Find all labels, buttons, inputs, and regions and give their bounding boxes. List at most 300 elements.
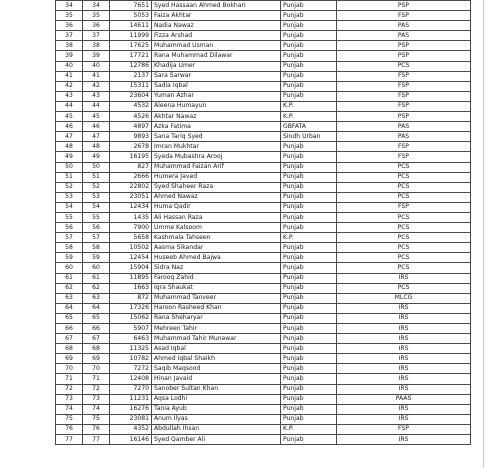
serial-number-cell: 68 [56,344,83,354]
roll-number-cell: 16276 [110,404,152,414]
candidate-name-cell: Humera Javed [152,172,281,182]
allocated-group-cell: FSP [337,81,471,91]
allocated-group-cell: PCS [337,212,471,222]
serial-number-cell: 36 [56,21,83,31]
roll-number-cell: 16146 [110,435,152,445]
candidate-name-cell: Muhammad Usman [152,41,281,51]
candidate-name-cell: Aleena Humayun [152,101,281,111]
serial-number-cell: 66 [56,324,83,334]
serial-number-cell: 42 [56,81,83,91]
merit-number-cell: 76 [83,424,110,434]
allocated-group-cell: IRS [337,404,471,414]
roll-number-cell: 4526 [110,112,152,122]
domicile-cell: Punjab [281,223,337,233]
candidate-name-cell: Sanober Sultan Khan [152,384,281,394]
merit-number-cell: 65 [83,313,110,323]
candidate-name-cell: Ahmed Nawaz [152,192,281,202]
domicile-cell: Punjab [281,212,337,222]
roll-number-cell: 11325 [110,344,152,354]
allocated-group-cell: PCS [337,182,471,192]
merit-number-cell: 54 [83,202,110,212]
merit-number-cell: 59 [83,253,110,263]
serial-number-cell: 51 [56,172,83,182]
merit-number-cell: 38 [83,41,110,51]
table-row [56,81,471,91]
table-row [56,354,471,364]
domicile-cell: Punjab [281,172,337,182]
merit-number-cell: 35 [83,11,110,21]
domicile-cell: Punjab [281,334,337,344]
domicile-cell: Punjab [281,182,337,192]
allocated-group-cell: IRS [337,384,471,394]
serial-number-cell: 67 [56,334,83,344]
serial-number-cell: 54 [56,202,83,212]
roll-number-cell: 872 [110,293,152,303]
roll-number-cell: 23081 [110,414,152,424]
roll-number-cell: 2678 [110,142,152,152]
candidate-name-cell: Syeda Mubashra Arooj [152,152,281,162]
table-row [56,404,471,414]
serial-number-cell: 72 [56,384,83,394]
serial-number-cell: 43 [56,91,83,101]
roll-number-cell: 23604 [110,91,152,101]
allocated-group-cell: PCS [337,192,471,202]
merit-number-cell: 47 [83,132,110,142]
table-row [56,142,471,152]
merit-number-cell: 56 [83,223,110,233]
domicile-cell: Punjab [281,142,337,152]
allocated-group-cell: IRS [337,435,471,445]
table-row [56,212,471,222]
roll-number-cell: 10502 [110,243,152,253]
serial-number-cell: 41 [56,71,83,81]
domicile-cell: Punjab [281,31,337,41]
merit-number-cell: 70 [83,364,110,374]
roll-number-cell: 5053 [110,11,152,21]
domicile-cell: K.P. [281,112,337,122]
table-row [56,374,471,384]
allocated-group-cell: IRS [337,364,471,374]
candidate-name-cell: Haroon Rasheed Khan [152,303,281,313]
domicile-cell: Punjab [281,1,337,11]
domicile-cell: Punjab [281,41,337,51]
table-row [56,41,471,51]
allocated-group-cell: IRS [337,414,471,424]
allocated-group-cell: PSP [337,112,471,122]
allocated-group-cell: PCS [337,263,471,273]
domicile-cell: K.P. [281,101,337,111]
domicile-cell: K.P. [281,424,337,434]
table-row [56,71,471,81]
merit-number-cell: 36 [83,21,110,31]
table-row [56,334,471,344]
table-row [56,61,471,71]
allocated-group-cell: PCS [337,233,471,243]
domicile-cell: Punjab [281,324,337,334]
candidate-name-cell: Rana Sheharyar [152,313,281,323]
roll-number-cell: 6463 [110,334,152,344]
merit-list-table [55,0,471,445]
allocated-group-cell: FSP [337,71,471,81]
merit-number-cell: 57 [83,233,110,243]
allocated-group-cell: IRS [337,273,471,283]
table-row [56,223,471,233]
table-row [56,112,471,122]
candidate-name-cell: Hinan Javaid [152,374,281,384]
serial-number-cell: 34 [56,1,83,11]
domicile-cell: Punjab [281,354,337,364]
merit-number-cell: 49 [83,152,110,162]
table-row [56,202,471,212]
candidate-name-cell: Saqib Maqsood [152,364,281,374]
serial-number-cell: 61 [56,273,83,283]
merit-number-cell: 60 [83,263,110,273]
candidate-name-cell: Asad Iqbal [152,344,281,354]
table-row [56,243,471,253]
table-row [56,182,471,192]
roll-number-cell: 5658 [110,233,152,243]
merit-number-cell: 53 [83,192,110,202]
serial-number-cell: 77 [56,435,83,445]
serial-number-cell: 57 [56,233,83,243]
serial-number-cell: 75 [56,414,83,424]
domicile-cell: Punjab [281,273,337,283]
table-row [56,233,471,243]
domicile-cell: Punjab [281,384,337,394]
table-row [56,172,471,182]
merit-number-cell: 41 [83,71,110,81]
roll-number-cell: 1663 [110,283,152,293]
domicile-cell: Punjab [281,404,337,414]
serial-number-cell: 35 [56,11,83,21]
table-row [56,394,471,404]
candidate-name-cell: Fizza Arshad [152,31,281,41]
serial-number-cell: 58 [56,243,83,253]
roll-number-cell: 17625 [110,41,152,51]
candidate-name-cell: Sidra Naz [152,263,281,273]
candidate-name-cell: Aqsa Lodhi [152,394,281,404]
merit-number-cell: 63 [83,293,110,303]
serial-number-cell: 38 [56,41,83,51]
roll-number-cell: 14611 [110,21,152,31]
domicile-cell: Punjab [281,364,337,374]
domicile-cell: Punjab [281,374,337,384]
candidate-name-cell: Ali Hassan Raza [152,212,281,222]
domicile-cell: Punjab [281,263,337,273]
roll-number-cell: 10782 [110,354,152,364]
candidate-name-cell: Farooq Zahid [152,273,281,283]
domicile-cell: Punjab [281,414,337,424]
candidate-name-cell: Akhtar Nawaz [152,112,281,122]
table-row [56,364,471,374]
merit-number-cell: 45 [83,112,110,122]
merit-number-cell: 52 [83,182,110,192]
roll-number-cell: 1435 [110,212,152,222]
table-row [56,122,471,132]
allocated-group-cell: PAAS [337,394,471,404]
merit-number-cell: 67 [83,334,110,344]
merit-number-cell: 48 [83,142,110,152]
merit-number-cell: 72 [83,384,110,394]
candidate-name-cell: Faiza Akhtar [152,11,281,21]
table-row [56,324,471,334]
allocated-group-cell: PCS [337,61,471,71]
serial-number-cell: 71 [56,374,83,384]
domicile-cell: Punjab [281,152,337,162]
allocated-group-cell: PSP [337,1,471,11]
serial-number-cell: 53 [56,192,83,202]
allocated-group-cell: PAS [337,21,471,31]
roll-number-cell: 17326 [110,303,152,313]
candidate-name-cell: Ahmed Iqbal Shaikh [152,354,281,364]
allocated-group-cell: PCS [337,172,471,182]
allocated-group-cell: PCS [337,223,471,233]
serial-number-cell: 40 [56,61,83,71]
roll-number-cell: 11895 [110,273,152,283]
candidate-name-cell: Kashmala Tahseen [152,233,281,243]
table-row [56,293,471,303]
merit-number-cell: 64 [83,303,110,313]
allocated-group-cell: IRS [337,374,471,384]
roll-number-cell: 12454 [110,253,152,263]
candidate-name-cell: Khadija Umer [152,61,281,71]
serial-number-cell: 39 [56,51,83,61]
table-row [56,132,471,142]
serial-number-cell: 48 [56,142,83,152]
table-row [56,273,471,283]
candidate-name-cell: Muhammad Faizan Arif [152,162,281,172]
domicile-cell: Punjab [281,435,337,445]
merit-number-cell: 61 [83,273,110,283]
roll-number-cell: 22802 [110,182,152,192]
allocated-group-cell: PAS [337,132,471,142]
merit-number-cell: 39 [83,51,110,61]
merit-number-cell: 68 [83,344,110,354]
allocated-group-cell: IRS [337,303,471,313]
serial-number-cell: 62 [56,283,83,293]
candidate-name-cell: Syed Qamber Ali [152,435,281,445]
allocated-group-cell: FSP [337,91,471,101]
roll-number-cell: 4532 [110,101,152,111]
domicile-cell: Punjab [281,51,337,61]
serial-number-cell: 59 [56,253,83,263]
candidate-name-cell: Muhammad Tahir Munawar [152,334,281,344]
domicile-cell: Sindh Urban [281,132,337,142]
serial-number-cell: 37 [56,31,83,41]
page-edge-divider [483,0,484,468]
merit-number-cell: 40 [83,61,110,71]
table-row [56,1,471,11]
roll-number-cell: 11231 [110,394,152,404]
table-row [56,344,471,354]
table-row [56,21,471,31]
domicile-cell: Punjab [281,81,337,91]
candidate-name-cell: Aasma Sikandar [152,243,281,253]
table-row [56,283,471,293]
roll-number-cell: 23051 [110,192,152,202]
domicile-cell: Punjab [281,202,337,212]
allocated-group-cell: MLCG [337,293,471,303]
domicile-cell: Punjab [281,283,337,293]
serial-number-cell: 64 [56,303,83,313]
serial-number-cell: 63 [56,293,83,303]
roll-number-cell: 9893 [110,132,152,142]
roll-number-cell: 15904 [110,263,152,273]
table-row [56,192,471,202]
allocated-group-cell: FSP [337,11,471,21]
merit-list-body [56,1,471,445]
serial-number-cell: 45 [56,112,83,122]
merit-number-cell: 69 [83,354,110,364]
serial-number-cell: 55 [56,212,83,222]
roll-number-cell: 12408 [110,374,152,384]
serial-number-cell: 47 [56,132,83,142]
merit-number-cell: 50 [83,162,110,172]
domicile-cell: Punjab [281,293,337,303]
roll-number-cell: 7651 [110,1,152,11]
table-row [56,414,471,424]
merit-number-cell: 37 [83,31,110,41]
merit-number-cell: 75 [83,414,110,424]
candidate-name-cell: Nadia Nawaz [152,21,281,31]
serial-number-cell: 73 [56,394,83,404]
merit-number-cell: 62 [83,283,110,293]
table-row [56,253,471,263]
merit-number-cell: 44 [83,101,110,111]
domicile-cell: Punjab [281,394,337,404]
candidate-name-cell: Umme Kalsoom [152,223,281,233]
domicile-cell: Punjab [281,253,337,263]
merit-number-cell: 43 [83,91,110,101]
serial-number-cell: 74 [56,404,83,414]
serial-number-cell: 69 [56,354,83,364]
merit-number-cell: 77 [83,435,110,445]
candidate-name-cell: Yuman Azhar [152,91,281,101]
allocated-group-cell: PSP [337,51,471,61]
merit-number-cell: 66 [83,324,110,334]
roll-number-cell: 16195 [110,152,152,162]
candidate-name-cell: Muhammad Tanveer [152,293,281,303]
allocated-group-cell: FSP [337,101,471,111]
serial-number-cell: 76 [56,424,83,434]
merit-number-cell: 51 [83,172,110,182]
merit-number-cell: 74 [83,404,110,414]
table-row [56,31,471,41]
domicile-cell: Punjab [281,192,337,202]
serial-number-cell: 65 [56,313,83,323]
allocated-group-cell: IRS [337,344,471,354]
allocated-group-cell: IRS [337,334,471,344]
candidate-name-cell: Iqra Shaukat [152,283,281,293]
roll-number-cell: 2137 [110,71,152,81]
allocated-group-cell: PCS [337,162,471,172]
table-row [56,152,471,162]
roll-number-cell: 4352 [110,424,152,434]
serial-number-cell: 70 [56,364,83,374]
candidate-name-cell: Azka Fatima [152,122,281,132]
domicile-cell: Punjab [281,11,337,21]
allocated-group-cell: PAS [337,122,471,132]
table-row [56,101,471,111]
domicile-cell: K.P. [281,233,337,243]
table-row [56,91,471,101]
allocated-group-cell: FSP [337,202,471,212]
allocated-group-cell: IRS [337,313,471,323]
domicile-cell: Punjab [281,162,337,172]
candidate-name-cell: Syed Hassaan Ahmed Bokhari [152,1,281,11]
serial-number-cell: 50 [56,162,83,172]
merit-number-cell: 55 [83,212,110,222]
domicile-cell: Punjab [281,344,337,354]
candidate-name-cell: Abdullah Ihsan [152,424,281,434]
table-row [56,162,471,172]
domicile-cell: Punjab [281,21,337,31]
allocated-group-cell: PAS [337,31,471,41]
allocated-group-cell: FSP [337,424,471,434]
allocated-group-cell: IRS [337,324,471,334]
domicile-cell: GBFATA [281,122,337,132]
merit-number-cell: 34 [83,1,110,11]
roll-number-cell: 827 [110,162,152,172]
serial-number-cell: 46 [56,122,83,132]
roll-number-cell: 2666 [110,172,152,182]
roll-number-cell: 15062 [110,313,152,323]
table-row [56,384,471,394]
candidate-name-cell: Sara Sarwar [152,71,281,81]
merit-number-cell: 58 [83,243,110,253]
roll-number-cell: 11999 [110,31,152,41]
merit-number-cell: 46 [83,122,110,132]
roll-number-cell: 12786 [110,61,152,71]
table-row [56,51,471,61]
allocated-group-cell: PCS [337,243,471,253]
serial-number-cell: 49 [56,152,83,162]
merit-number-cell: 71 [83,374,110,384]
serial-number-cell: 56 [56,223,83,233]
candidate-name-cell: Imran Mukhtar [152,142,281,152]
candidate-name-cell: Sana Tariq Syed [152,132,281,142]
candidate-name-cell: Huma Qadir [152,202,281,212]
domicile-cell: Punjab [281,313,337,323]
roll-number-cell: 17721 [110,51,152,61]
roll-number-cell: 7900 [110,223,152,233]
table-row [56,303,471,313]
allocated-group-cell: PSP [337,41,471,51]
candidate-name-cell: Anum Ilyas [152,414,281,424]
candidate-name-cell: Syed Shaheer Raza [152,182,281,192]
serial-number-cell: 60 [56,263,83,273]
table-row [56,263,471,273]
serial-number-cell: 44 [56,101,83,111]
candidate-name-cell: Mehreen Tahir [152,324,281,334]
table-row [56,313,471,323]
allocated-group-cell: PCS [337,253,471,263]
merit-number-cell: 73 [83,394,110,404]
candidate-name-cell: Rana Muhammad Dilawar [152,51,281,61]
roll-number-cell: 15311 [110,81,152,91]
roll-number-cell: 12434 [110,202,152,212]
domicile-cell: Punjab [281,71,337,81]
roll-number-cell: 4897 [110,122,152,132]
domicile-cell: Punjab [281,91,337,101]
allocated-group-cell: FSP [337,142,471,152]
roll-number-cell: 5907 [110,324,152,334]
domicile-cell: Punjab [281,303,337,313]
table-row [56,11,471,21]
serial-number-cell: 52 [56,182,83,192]
candidate-name-cell: Tania Ayub [152,404,281,414]
allocated-group-cell: FSP [337,152,471,162]
